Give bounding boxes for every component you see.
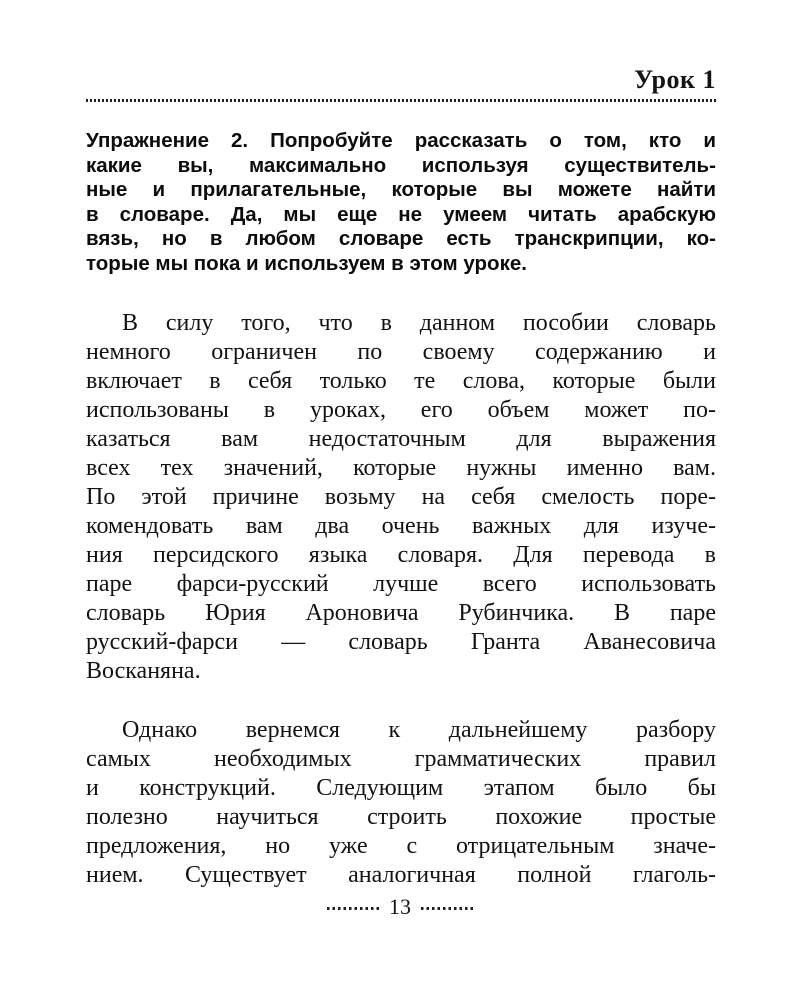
text-line: ния персидского языка словаря. Для перевода в: [86, 542, 716, 568]
text-line: и конструкций. Следующим этапом было бы: [86, 775, 716, 801]
text-line: предложения, но уже с отрицательным значе-: [86, 833, 716, 859]
text-line: использованы в уроках, его объем может по-: [86, 397, 716, 423]
text-line: Восканяна.: [86, 658, 201, 684]
body-text: [86, 309, 716, 890]
text-line: казаться вам недостаточным для выражения: [86, 426, 716, 452]
text-line: всех тех значений, которые нужны именно вам.: [86, 455, 716, 481]
text-line: какие вы, максимально используя существитель-: [86, 153, 716, 177]
text-line: самых необходимых грамматических правил: [86, 746, 716, 772]
header-dotted-rule: [86, 99, 716, 102]
text-line: немного ограничен по своему содержанию и: [86, 339, 716, 365]
text-line: комендовать вам два очень важных для изуче-: [86, 513, 716, 539]
text-line: полезно научиться строить похожие простые: [86, 804, 716, 830]
text-line: Однако вернемся к дальнейшему разбору: [122, 717, 716, 743]
exercise-instructions: [86, 129, 716, 276]
paragraph-dictionaries: [86, 309, 716, 686]
text-line: паре фарси-русский лучше всего использовать: [86, 571, 716, 597]
page-number: 13: [389, 894, 411, 919]
lesson-title: Урок 1: [634, 65, 716, 94]
text-line: русский-фарси — словарь Гранта Аванесовича: [86, 629, 716, 655]
text-line: В силу того, что в данном пособии словарь: [122, 310, 716, 336]
paragraph-grammar: [86, 716, 716, 890]
text-line: словарь Юрия Ароновича Рубинчика. В паре: [86, 600, 716, 626]
page-header: [86, 66, 716, 102]
text-line: ные и прилагательные, которые вы можете найти: [86, 178, 716, 201]
page-footer: [0, 894, 800, 920]
text-line: Упражнение 2. Попробуйте рассказать о том, кто и: [86, 129, 716, 152]
footer-dots-right: [421, 907, 473, 910]
text-line: в словаре. Да, мы еще не умеем читать арабскую: [86, 202, 716, 226]
text-line: включает в себя только те слова, которые были: [86, 368, 716, 394]
text-line: По этой причине возьму на себя смелость поре-: [86, 484, 716, 510]
text-line: нием. Существует аналогичная полной глаголь-: [86, 862, 716, 888]
text-line: торые мы пока и используем в этом уроке.: [86, 251, 527, 275]
footer-dots-left: [327, 907, 379, 910]
text-line: вязь, но в любом словаре есть транскрипции, ко-: [86, 227, 716, 250]
